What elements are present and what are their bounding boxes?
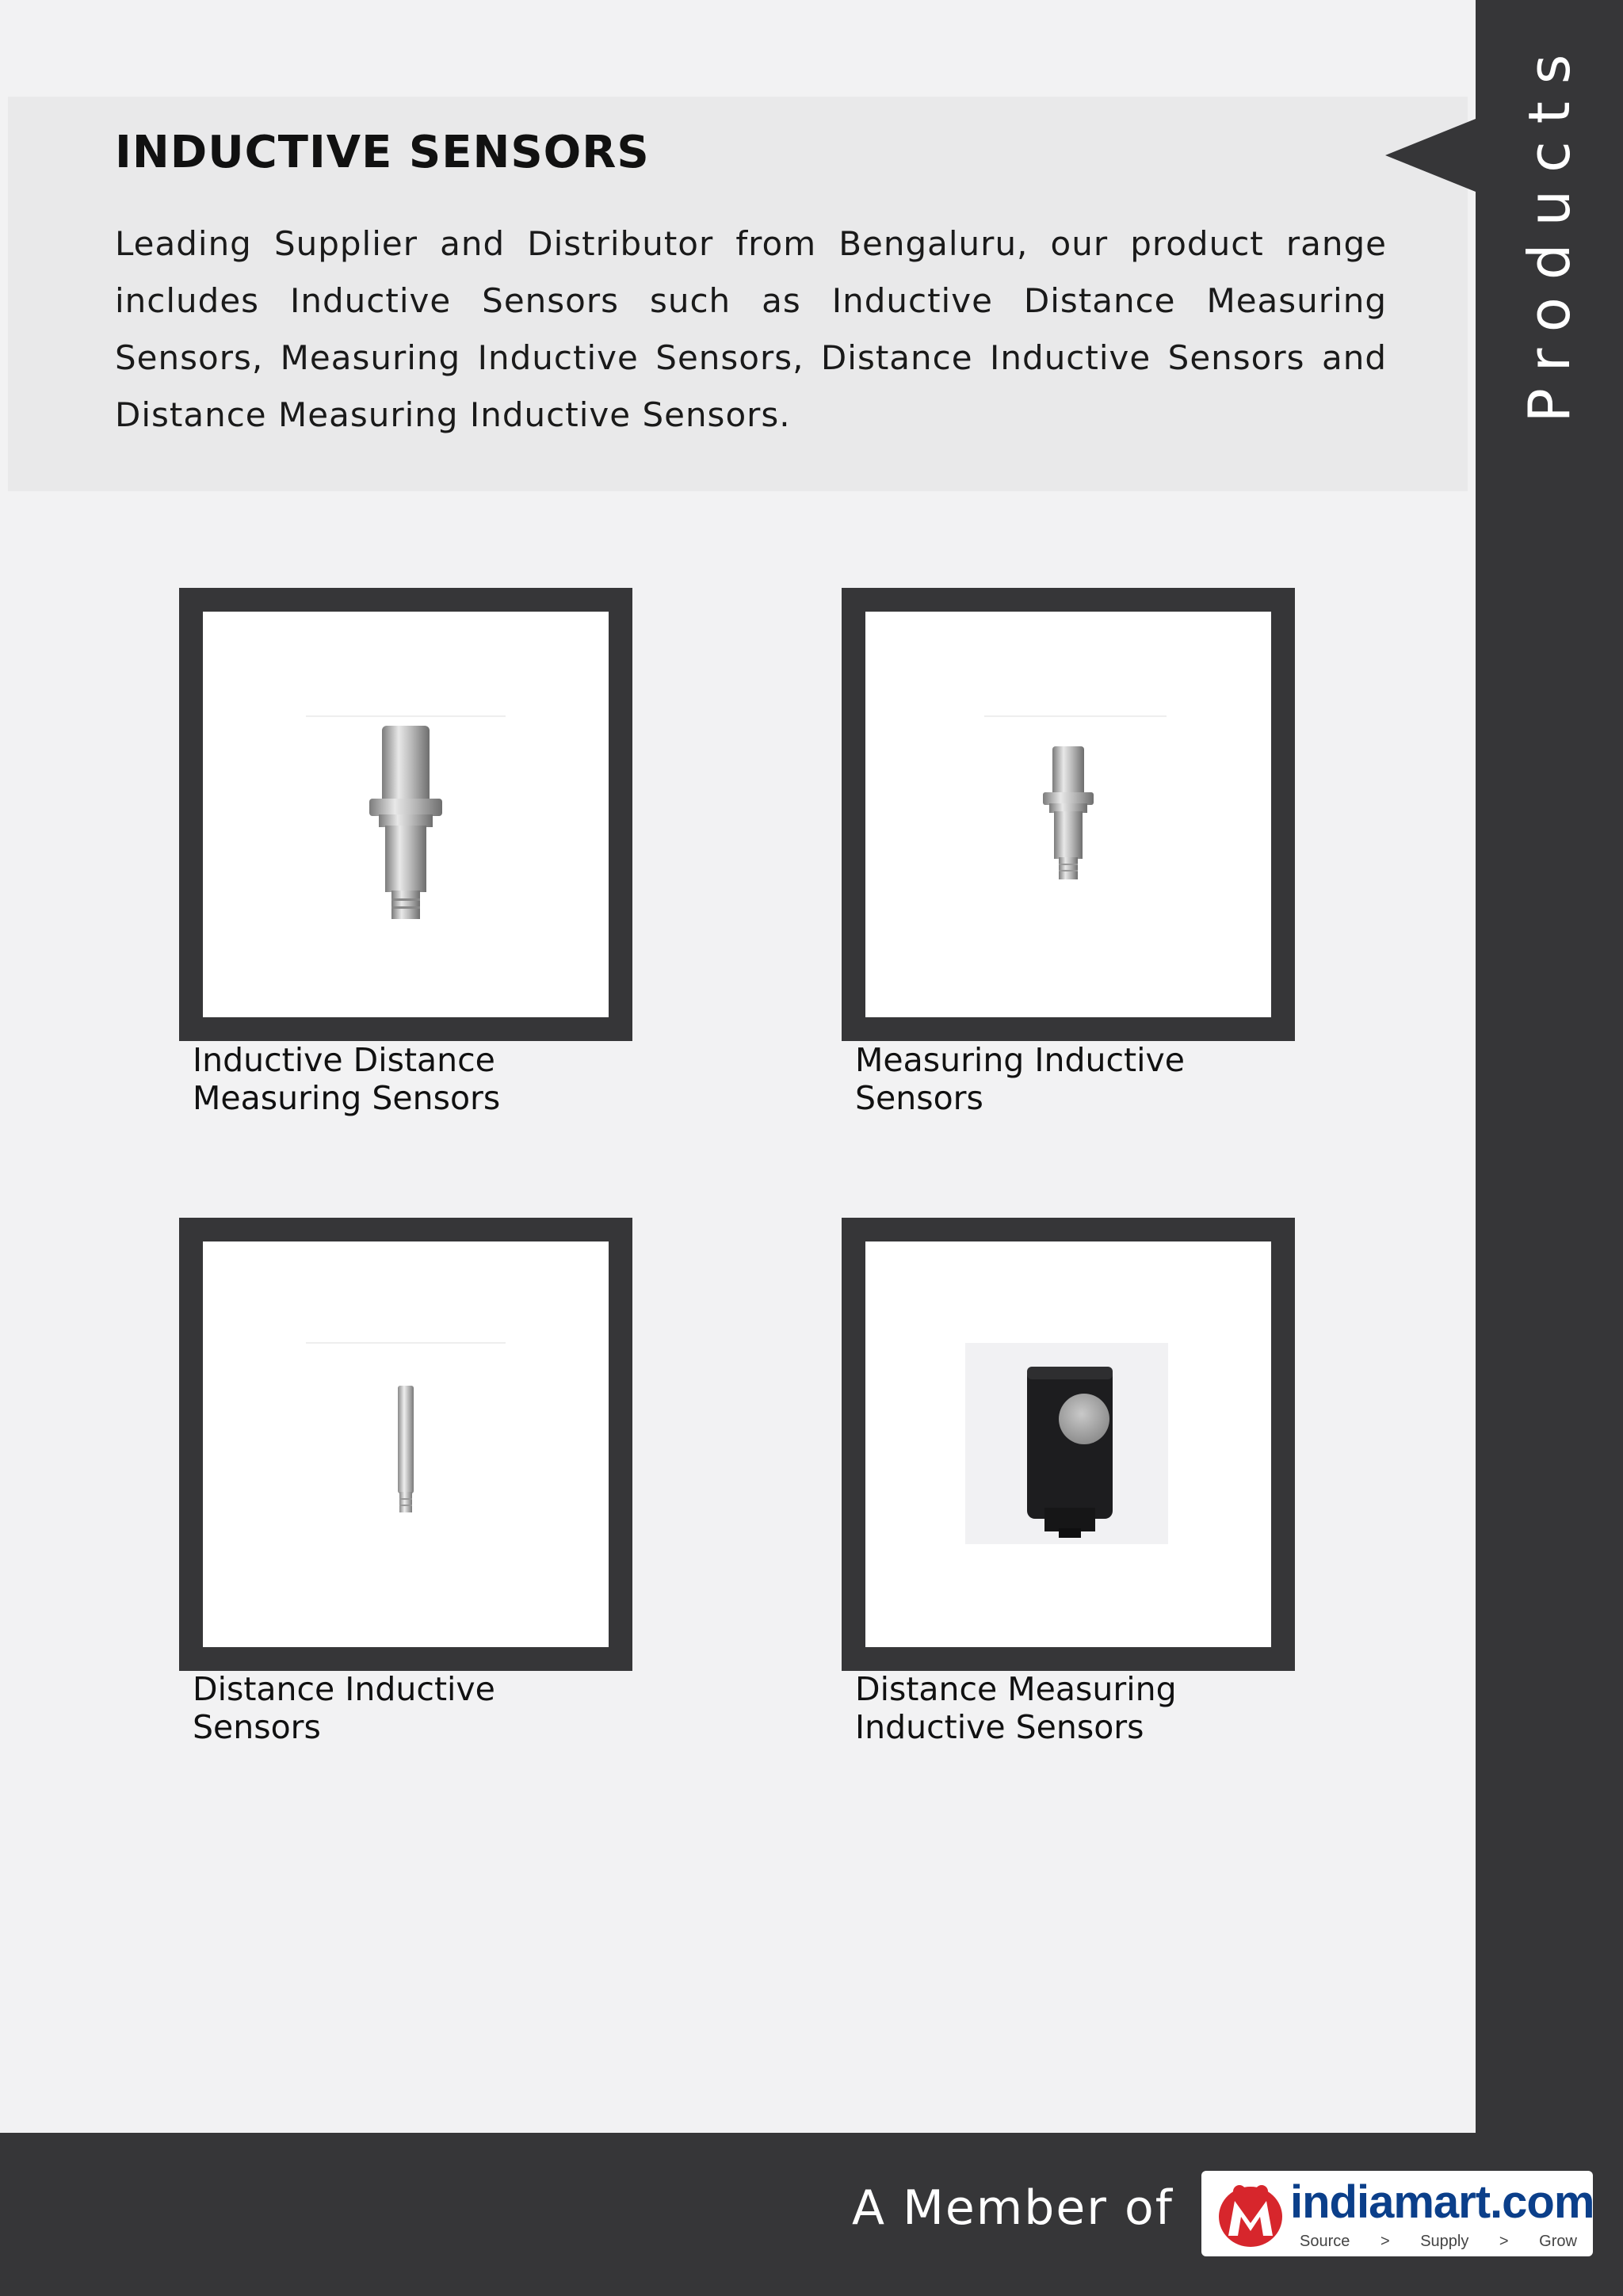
product-name-line2: Sensors [193, 1708, 321, 1746]
product-name-line2: Sensors [855, 1079, 983, 1117]
indiamart-logo[interactable] [1201, 2171, 1593, 2256]
cylindrical-sensor-icon [203, 612, 609, 1017]
small-cylindrical-sensor-icon [865, 612, 1271, 1017]
product-card-4[interactable] [842, 1218, 1295, 1671]
product-name-line1: Measuring Inductive [855, 1041, 1185, 1079]
logo-wordmark: indiamart.com [1290, 2176, 1594, 2228]
product-caption-2[interactable] [855, 1041, 1267, 1117]
tagline-grow: Grow [1539, 2233, 1577, 2250]
product-image-1[interactable] [203, 612, 609, 1017]
product-name-line1: Distance Inductive [193, 1670, 495, 1708]
product-card-3[interactable] [179, 1218, 632, 1671]
product-card-2[interactable] [842, 588, 1295, 1041]
product-card-1[interactable] [179, 588, 632, 1041]
intro-description: Leading Supplier and Distributor from Bengaluru, our product range includes Inductive Sensors such as Inductive Distance Measuring Sensors, Measuring Inductive Sensors, Distance Inductive Sensors and Distance Measuring Inductive Sensors. [115, 224, 1387, 434]
tagline-supply: Supply [1420, 2233, 1469, 2250]
product-name-line2: Measuring Sensors [193, 1079, 501, 1117]
product-caption-1[interactable] [193, 1041, 605, 1117]
product-caption-4[interactable] [855, 1670, 1267, 1746]
product-image-4[interactable] [865, 1241, 1271, 1647]
products-side-label: Products [1516, 36, 1583, 423]
tagline-arrow: > [1380, 2233, 1390, 2250]
member-text: A Member of [852, 2180, 1174, 2236]
product-image-3[interactable] [203, 1241, 609, 1647]
product-caption-3[interactable] [193, 1670, 605, 1746]
pointer-arrow-icon [1385, 119, 1476, 192]
indiamart-m-icon [1216, 2179, 1285, 2248]
slim-rod-sensor-icon [203, 1241, 609, 1647]
block-sensor-icon [865, 1241, 1271, 1647]
product-name-line1: Distance Measuring [855, 1670, 1177, 1708]
product-name-line2: Inductive Sensors [855, 1708, 1144, 1746]
tagline-source: Source [1300, 2233, 1350, 2250]
product-name-line1: Inductive Distance [193, 1041, 495, 1079]
product-image-2[interactable] [865, 612, 1271, 1017]
tagline-arrow: > [1499, 2233, 1509, 2250]
page-title: INDUCTIVE SENSORS [115, 127, 650, 178]
logo-tagline [1300, 2233, 1577, 2251]
